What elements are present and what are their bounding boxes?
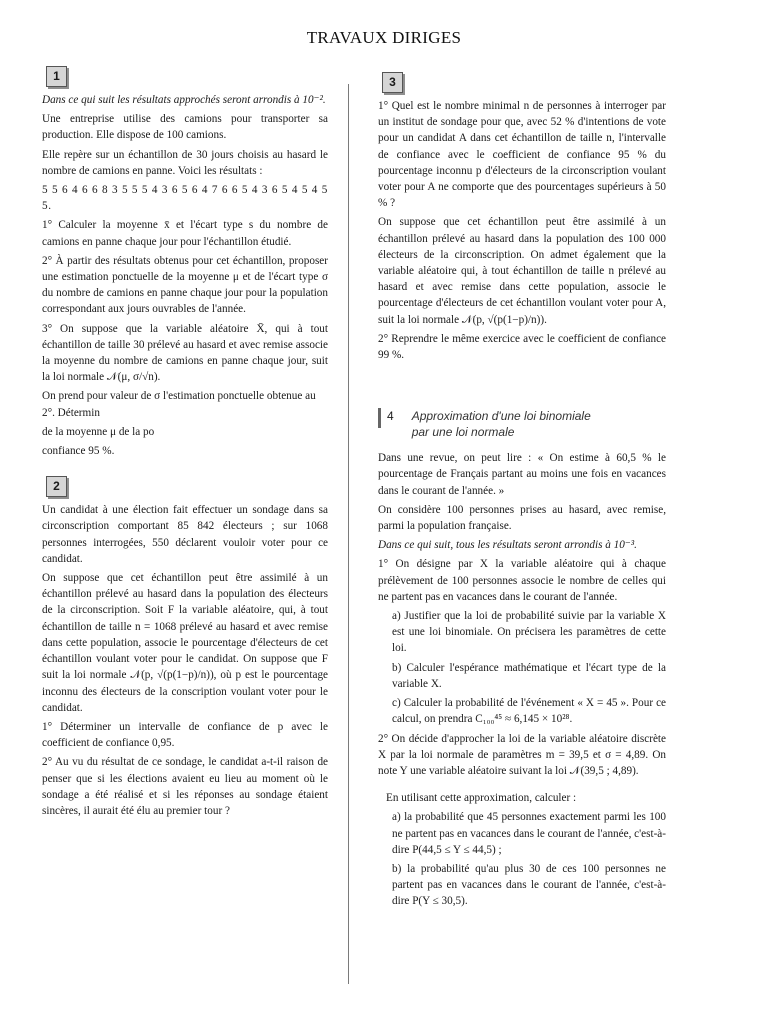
exercise-4-bar: [378, 408, 381, 428]
exercise-4-intro: Dans ce qui suit, tous les résultats seront arrondis à 10⁻³.: [378, 539, 637, 552]
exercise-1-line: On prend pour valeur de σ l'estimation ponctuelle obtenue au 2°. Détermin: [42, 390, 316, 419]
exercise-4-paragraph: On considère 100 personnes prises au hasard, avec remise, parmi la population française.: [378, 503, 666, 533]
exercise-1-question-2: 2° À partir des résultats obtenus pour cet échantillon, proposer une estimation ponctuelle de la moyenne μ et de l'écart type σ du nombre de camions en panne chaque jour pour la population correspondant aux jours ouvrables de l'année.: [42, 254, 328, 316]
column-divider: [348, 84, 349, 984]
right-column: [378, 72, 666, 913]
exercise-1-number: 1: [46, 66, 67, 87]
exercise-4-question-1: 1° On désigne par X la variable aléatoire qui à chaque prélèvement de 100 personnes associe le nombre de celles qui ne partent pas en vacances dans le courant de l'année.: [378, 558, 666, 603]
exercise-4-question-1c: c) Calculer la probabilité de l'événement « X = 45 ». Pour ce calcul, on prendra C₁₀₀⁴⁵ ≈ 6,145 × 10²⁸.: [392, 697, 666, 726]
exercise-1-line: confiance 95 %.: [42, 445, 115, 458]
left-column: [42, 66, 328, 822]
exercise-1-data: 5 5 6 4 6 6 8 3 5 5 5 4 3 6 5 6 4 7 6 6 5 4 3 6 5 4 5 4 5 5.: [42, 184, 328, 213]
exercise-4-subtitle: par une loi normale: [411, 425, 515, 440]
exercise-3-question-2: 2° Reprendre le même exercice avec le coefficient de confiance 99 %.: [378, 332, 666, 362]
exercise-3-number: 3: [382, 72, 403, 93]
exercise-4-question-1b: b) Calculer l'espérance mathématique et l'écart type de la variable X.: [392, 661, 666, 690]
page-title: TRAVAUX DIRIGES: [306, 28, 462, 47]
exercise-4-question-3b: b) la probabilité qu'au plus 30 de ces 100 personnes ne partent pas en vacances dans le courant de l'année, c'est-à-dire P(Y ≤ 30,5).: [392, 862, 666, 908]
exercise-2-question-1: 1° Déterminer un intervalle de confiance de p avec le coefficient de confiance 0,95.: [42, 720, 328, 750]
exercise-2-paragraph: Un candidat à une élection fait effectuer un sondage dans sa circonscription comportant 85 842 électeurs ; sur 1068 personnes interrogées, 550 déclarent vouloir voter pour ce candidat.: [42, 504, 328, 565]
exercise-1-question-1: 1° Calculer la moyenne x̄ et l'écart type s du nombre de camions en panne chaque jour pour l'échantillon étudié.: [42, 219, 328, 248]
exercise-4-number: 4: [387, 409, 394, 424]
exercise-2-paragraph: On suppose que cet échantillon peut être assimilé à un échantillon prélevé au hasard dans la population des électeurs de la circonscription. Soit F la variable aléatoire, qui, à tout échantillon de taille n = 1068 prélevé au hasard et avec remise dans cette population, associe le pourcentage d'électeurs de cet échantillon voulant voter pour le candidat. On suppose que F suit la loi normale 𝒩(p, √(p(1−p)/n)), où p est le pourcentage inconnu des électeurs de la conscription voulant voter pour le candidat.: [42, 572, 328, 714]
exercise-4-header: [378, 408, 666, 440]
exercise-4-question-3: En utilisant cette approximation, calculer :: [386, 792, 577, 805]
exercise-4-question-3a: a) la probabilité que 45 personnes exactement parmi les 100 ne partent pas en vacances dans le courant de l'année, c'est-à-dire P(44,5 ≤ Y ≤ 44,5) ;: [392, 811, 666, 856]
exercise-4-title: Approximation d'une loi binomiale: [411, 409, 591, 424]
exercise-2-number: 2: [46, 476, 67, 497]
exercise-1-intro: Dans ce qui suit les résultats approchés seront arrondis à 10⁻².: [42, 94, 326, 106]
exercise-1-paragraph: Elle repère sur un échantillon de 30 jours choisis au hasard le nombre de camions en panne. Voici les résultats :: [42, 148, 328, 177]
exercise-4-question-2: 2° On décide d'approcher la loi de la variable aléatoire discrète X par la loi normale de paramètres m = 39,5 et σ = 4,89. On note Y une variable aléatoire suivant la loi 𝒩(39,5 ; 4,89).: [378, 732, 666, 777]
exercise-1-line: de la moyenne μ de la po: [42, 425, 155, 438]
exercise-1-question-3: 3° On suppose que la variable aléatoire X̄, qui à tout échantillon de taille 30 prélevé au hasard et avec remise associe la moyenne du nombre de camions en panne chaque jour, suit la loi normale 𝒩(μ, σ/√n).: [42, 322, 328, 384]
exercise-3-paragraph: On suppose que cet échantillon peut être assimilé à un échantillon prélevé au hasard dans la population des 100 000 électeurs de la circonscription. On admet également que la variable aléatoire qui, à tout échantillon de taille n prélevé au hasard et avec remise dans cette population, associe le pourcentage d'électeurs de cet échantillon voulant voter pour A, suit la loi normale 𝒩(p, √(p(1−p)/n)).: [378, 216, 666, 326]
exercise-4-question-1a: a) Justifier que la loi de probabilité suivie par la variable X est une loi binomiale. On précisera les paramètres de cette loi.: [392, 610, 666, 655]
exercise-3-question-1: 1° Quel est le nombre minimal n de personnes à interroger par un institut de sondage pour que, avec 52 % d'intentions de vote pour un candidat A dans cet échantillon de taille n, l'intervalle de confiance avec le coefficient de confiance 95 % du pourcentage inconnu p d'électeurs de la circonscription voulant voter pour A ne comporte que des pourcentages supérieurs à 50 % ?: [378, 100, 666, 210]
exercise-4-paragraph: Dans une revue, on peut lire : « On estime à 60,5 % le pourcentage de Français partant au moins une fois en vacances dans le courant de l'année. »: [378, 452, 666, 497]
exercise-1-paragraph: Une entreprise utilise des camions pour transporter sa production. Elle dispose de 100 camions.: [42, 113, 328, 142]
exercise-2-question-2: 2° Au vu du résultat de ce sondage, le candidat a-t-il raison de penser que si les élections avaient eu lieu au moment où le sondage a été réalisé et si les réponses au sondage étaient sincères, il aurait été élu au premier tour ?: [42, 756, 328, 817]
